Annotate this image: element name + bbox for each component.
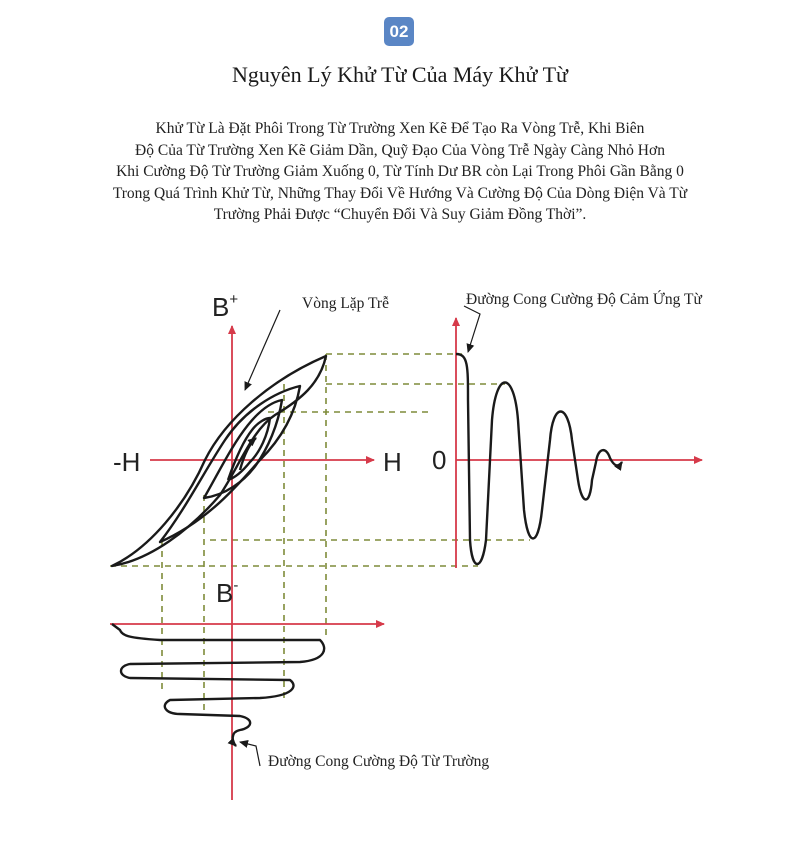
induction-intensity-curve [456, 354, 622, 564]
h-label: H [383, 447, 402, 477]
hysteresis-loop-middle [160, 386, 300, 542]
description-line: Khử Từ Là Đặt Phôi Trong Từ Trường Xen Kẽ Để Tạo Ra Vòng Trễ, Khi Biên [155, 120, 645, 137]
hysteresis-loop-label: Vòng Lặp Trễ [302, 295, 389, 312]
field-intensity-curve [112, 624, 324, 746]
description-line: Độ Của Từ Trường Xen Kẽ Giảm Dần, Quỹ Đạo Của Vòng Trễ Ngày Càng Nhỏ Hơn [135, 141, 665, 159]
axes [110, 318, 702, 800]
b-minus-label: B- [216, 577, 239, 608]
description-line: Trong Quá Trình Khử Từ, Những Thay Đổi Về Hướng Và Cường Độ Của Dòng Điện Và Từ [112, 184, 688, 202]
neg-h-label: -H [113, 447, 141, 477]
section-number-badge: 02 [384, 17, 414, 46]
field-curve-label: Đường Cong Cường Độ Từ Trường [268, 753, 490, 770]
induction-curve-label: Đường Cong Cường Độ Cảm Ứng Từ [466, 291, 702, 308]
page-title: Nguyên Lý Khử Từ Của Máy Khử Từ [232, 62, 568, 87]
hysteresis-loops [112, 356, 326, 566]
description-line: Khi Cường Độ Từ Trường Giảm Xuống 0, Từ Tính Dư BR còn Lại Trong Phôi Gần Bằng 0 [116, 163, 684, 180]
leader-hysteresis [245, 310, 280, 390]
zero-label: 0 [432, 445, 447, 475]
leader-induction [464, 306, 480, 352]
leader-field [240, 742, 260, 766]
b-plus-label: B+ [212, 291, 239, 322]
description-line: Trường Phải Được “Chuyển Đổi Và Suy Giảm Đồng Thời”. [213, 206, 587, 223]
